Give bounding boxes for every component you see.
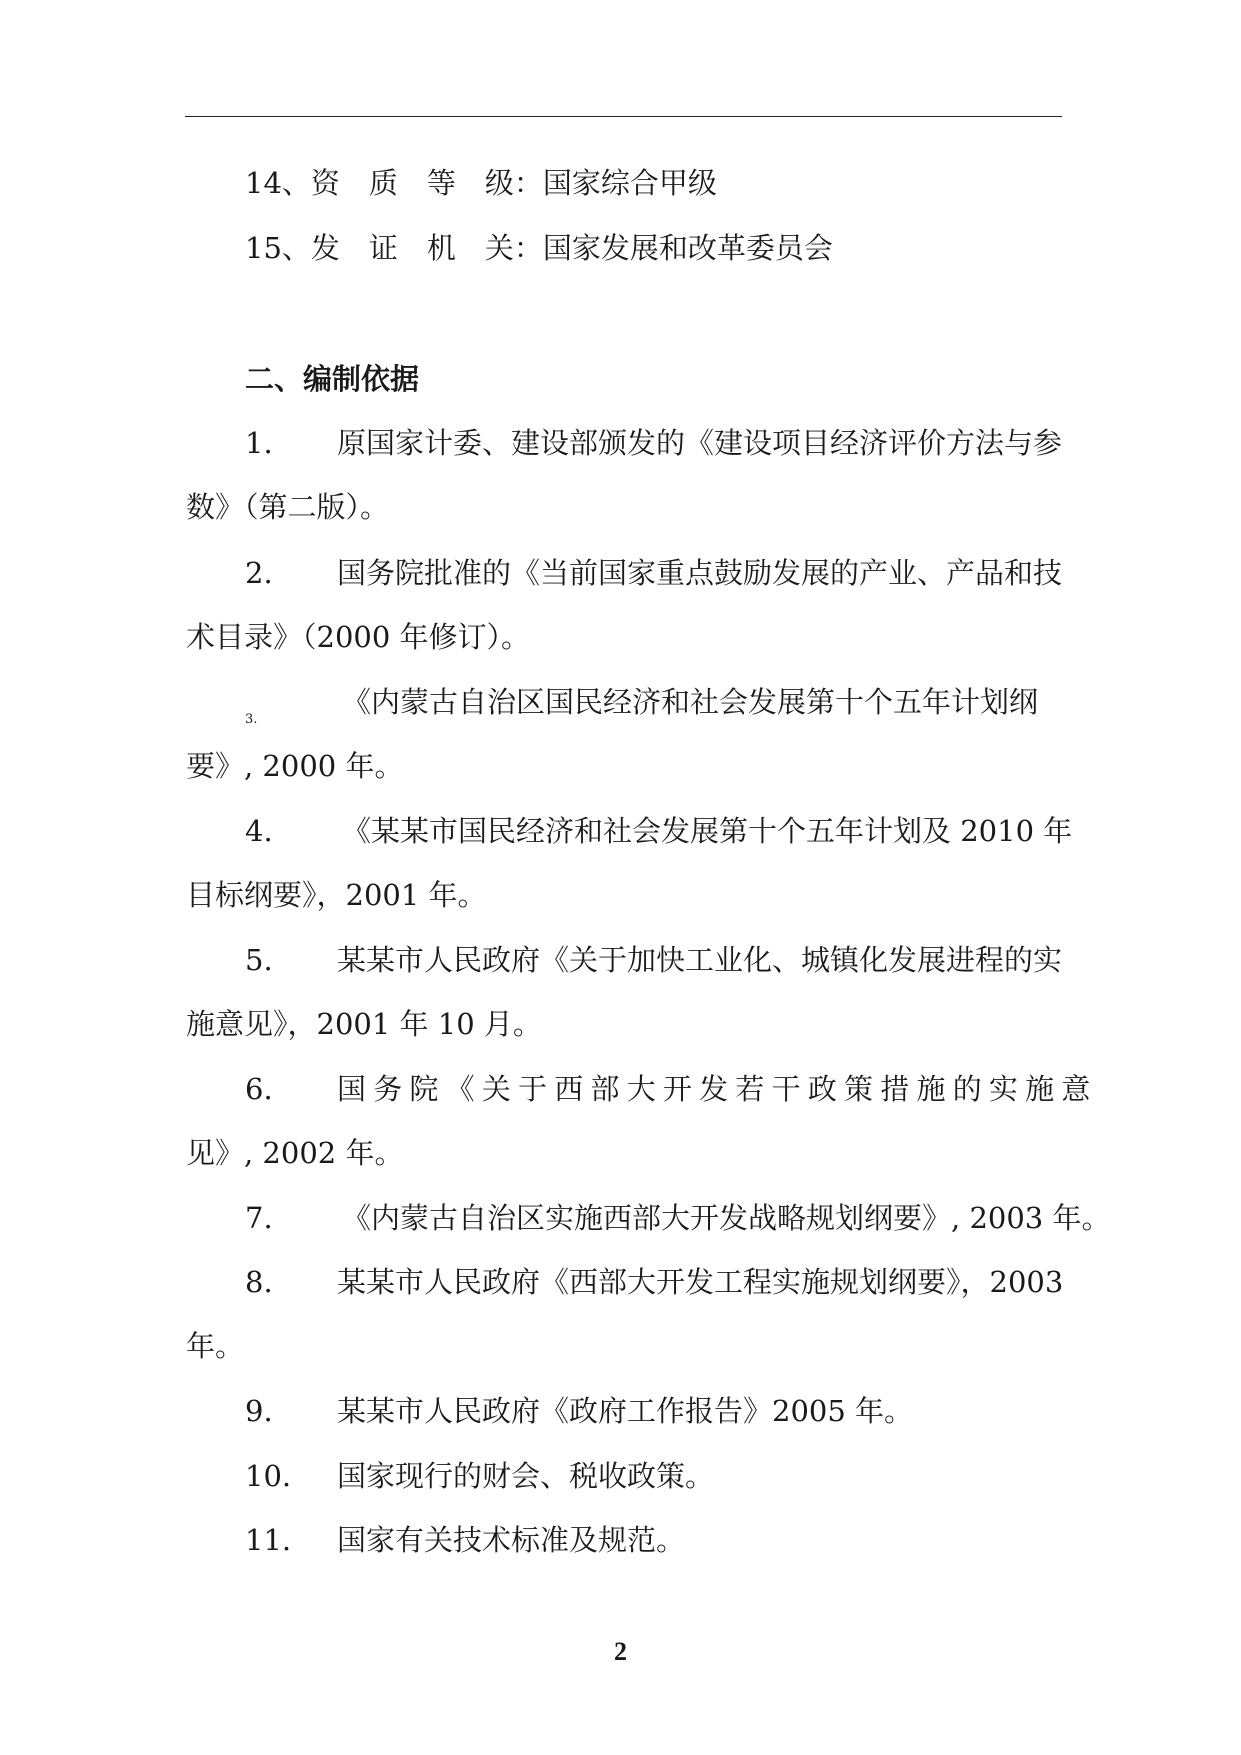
qualification-level: 14、资 质 等 级：国家综合甲级 — [245, 166, 717, 200]
item-number: 9. — [245, 1394, 273, 1428]
item-number: 10. — [245, 1459, 292, 1493]
page-number: 2 — [614, 1637, 627, 1666]
item-text: 某某市人民政府《西部大开发工程实施规划纲要》，2003 — [337, 1265, 1064, 1299]
item-continuation: 要》, 2000 年。 — [186, 749, 404, 783]
item-continuation: 目标纲要》，2001 年。 — [186, 878, 487, 912]
item-text: 某某市人民政府《关于加快工业化、城镇化发展进程的实 — [337, 943, 1063, 977]
item-text: 国家有关技术标准及规范。 — [337, 1523, 686, 1557]
item-continuation: 年。 — [186, 1329, 245, 1363]
item-number: 3. — [245, 712, 258, 727]
item-text: 国 务 院 《 关 于 西 部 大 开 发 若 干 政 策 措 施 的 实 施 意 — [337, 1072, 1090, 1106]
item-text: 《内蒙古自治区国民经济和社会发展第十个五年计划纲 — [342, 685, 1039, 719]
item-number: 4. — [245, 814, 273, 848]
item-number: 11. — [245, 1523, 292, 1557]
item-number: 5. — [245, 943, 273, 977]
item-text: 某某市人民政府《政府工作报告》2005 年。 — [337, 1394, 914, 1428]
item-text: 原国家计委、建设部颁发的《建设项目经济评价方法与参 — [337, 426, 1063, 460]
item-continuation: 数》（第二版）。 — [186, 490, 390, 524]
item-number: 1. — [245, 426, 273, 460]
item-number: 8. — [245, 1265, 273, 1299]
item-number: 2. — [245, 556, 273, 590]
item-text: 国务院批准的《当前国家重点鼓励发展的产业、产品和技 — [337, 556, 1063, 590]
item-number: 6. — [245, 1072, 273, 1106]
issuing-authority: 15、发 证 机 关：国家发展和改革委员会 — [245, 231, 833, 265]
item-continuation: 术目录》（2000 年修订）。 — [186, 620, 531, 654]
item-continuation: 施意见》，2001 年 10 月。 — [186, 1007, 542, 1041]
item-continuation: 见》, 2002 年。 — [186, 1136, 404, 1170]
item-text: 《内蒙古自治区实施西部大开发战略规划纲要》, 2003 年。 — [342, 1201, 1111, 1235]
item-text: 国家现行的财会、税收政策。 — [337, 1459, 715, 1493]
item-number: 7. — [245, 1201, 273, 1235]
section-title: 二、编制依据 — [245, 362, 420, 396]
header-rule — [185, 116, 1062, 117]
item-text: 《某某市国民经济和社会发展第十个五年计划及 2010 年 — [342, 814, 1073, 848]
